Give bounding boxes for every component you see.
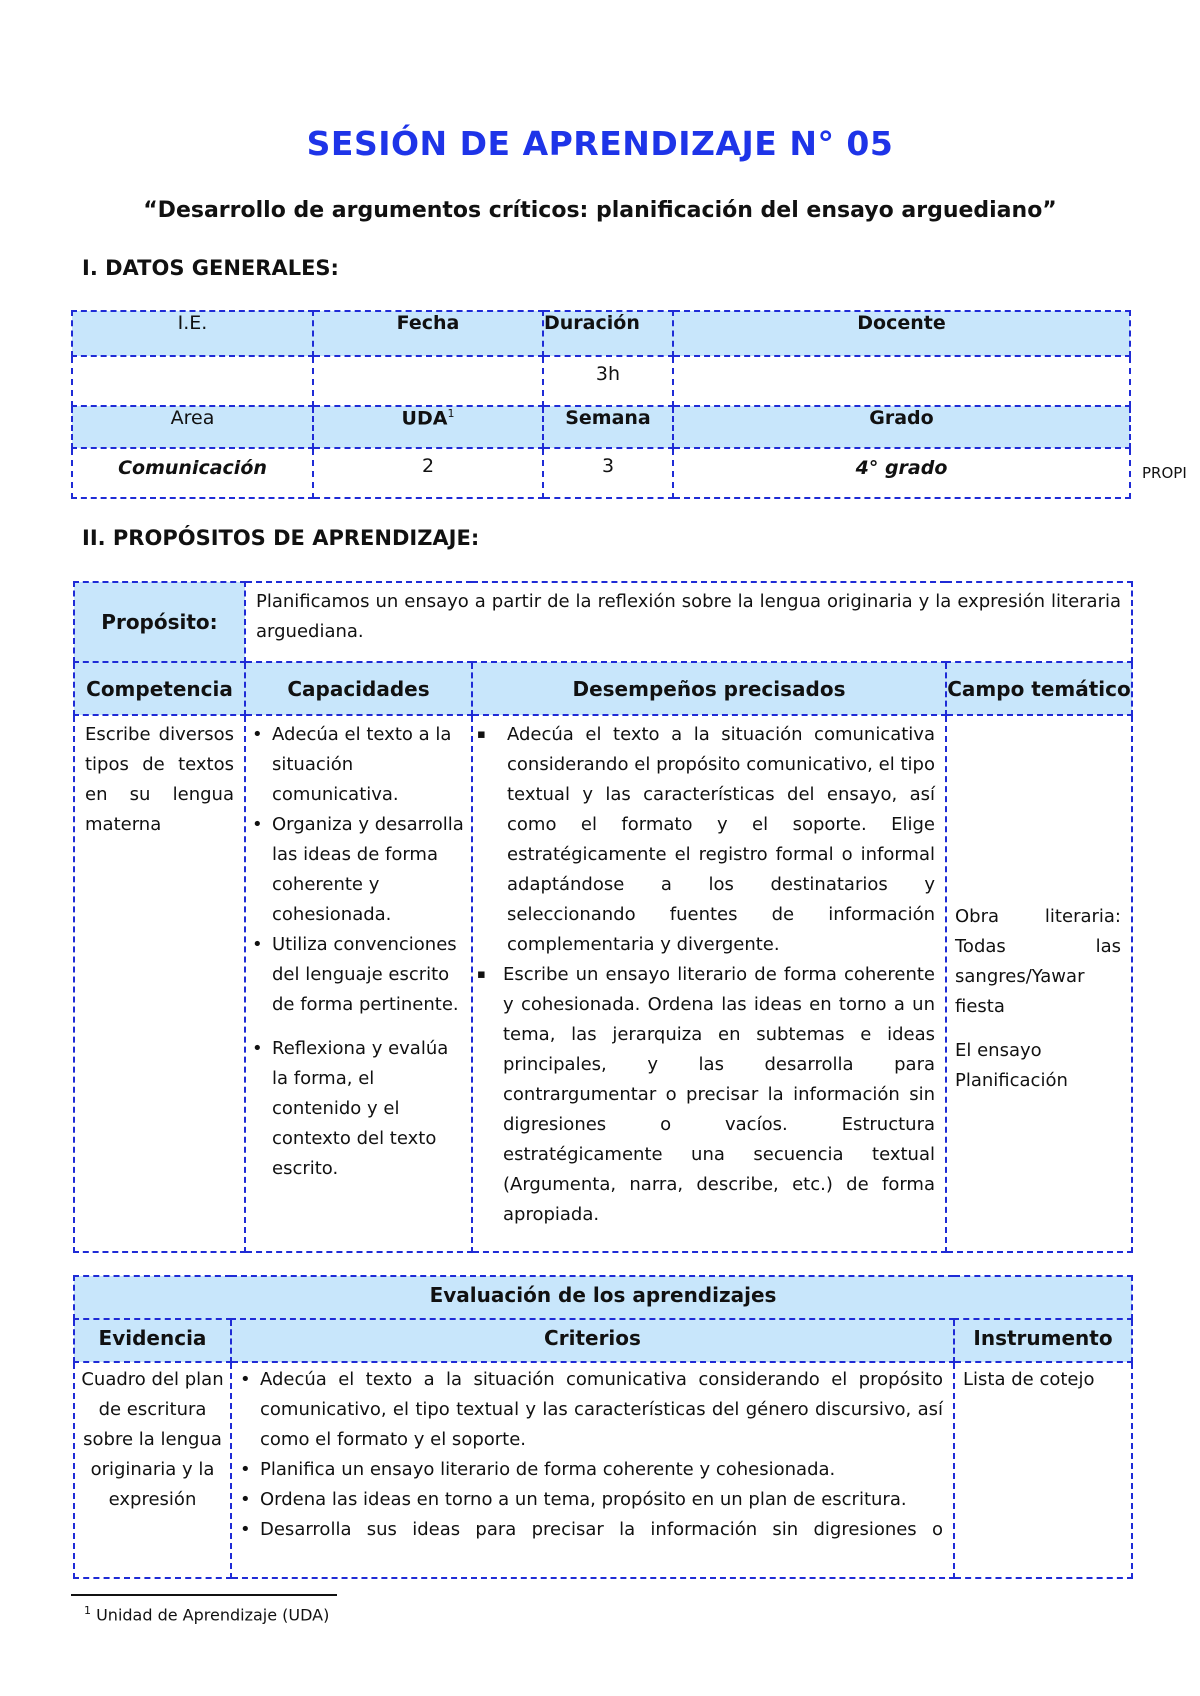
value-fecha <box>313 356 543 406</box>
capacidad-item: • Reflexiona y evalúa la forma, el contenido y el contexto del texto escrito. <box>248 1034 465 1184</box>
header-criterios: Criterios <box>231 1319 954 1362</box>
value-duracion: 3h <box>543 356 673 406</box>
proposito-text: Planificamos un ensayo a partir de la reflexión sobre la lengua originaria y la expresión literaria arguediana. <box>245 582 1132 662</box>
session-subtitle: “Desarrollo de argumentos críticos: planificación del ensayo arguediano” <box>143 198 1057 223</box>
value-semana: 3 <box>543 448 673 498</box>
header-uda-label: UDA <box>401 407 448 430</box>
header-area: Area <box>72 406 313 448</box>
header-ie: I.E. <box>72 311 313 356</box>
header-semana: Semana <box>543 406 673 448</box>
header-grado: Grado <box>673 406 1130 448</box>
capacidad-item: • Utiliza convenciones del lenguaje escrito de forma pertinente. <box>248 930 465 1020</box>
datos-generales-table <box>71 310 1131 499</box>
header-uda <box>313 406 543 448</box>
desempenos-cell <box>472 715 946 1252</box>
campo-tematico-cell <box>946 715 1132 1252</box>
footnote-mark: 1 <box>84 1604 91 1617</box>
capacidad-item: • Adecúa el texto a la situación comunicativa. <box>248 720 465 810</box>
uda-footnote-mark: 1 <box>447 407 455 420</box>
competencia-cell: Escribe diversos tipos de textos en su lengua materna <box>74 715 245 1252</box>
header-docente: Docente <box>673 311 1130 356</box>
desempeno-item: ▪ Adecúa el texto a la situación comunicativa considerando el propósito comunicativo, el tipo textual y las características del ensayo, así como el formato y el soporte. Elige estratégicamente el registro formal o informal adaptándose a los destinatarios y seleccionando fuentes de información complementaria y divergente. <box>473 720 935 960</box>
value-ie <box>72 356 313 406</box>
header-fecha: Fecha <box>313 311 543 356</box>
header-competencia: Competencia <box>74 662 245 715</box>
evidencia-cell: Cuadro del plan de escritura sobre la lengua originaria y la expresión <box>74 1362 231 1578</box>
campo-tema-ensayo: El ensayo <box>955 1039 1042 1061</box>
proposito-label: Propósito: <box>74 582 245 662</box>
instrumento-cell: Lista de cotejo <box>954 1362 1132 1578</box>
evaluacion-title: Evaluación de los aprendizajes <box>74 1276 1132 1319</box>
section-heading-datos: I. DATOS GENERALES: <box>82 256 339 280</box>
criterio-item: • Desarrolla sus ideas para precisar la información sin digresiones o <box>236 1515 943 1545</box>
side-label: PROPI <box>1142 464 1187 482</box>
footnote-separator <box>71 1594 337 1596</box>
propositos-table <box>73 581 1133 1253</box>
page-title: SESIÓN DE APRENDIZAJE N° 05 <box>306 124 894 163</box>
campo-tema-planificacion: Planificación <box>955 1069 1068 1091</box>
capacidades-cell <box>245 715 472 1252</box>
criterios-cell <box>231 1362 954 1578</box>
value-uda: 2 <box>313 448 543 498</box>
criterio-item: • Adecúa el texto a la situación comunicativa considerando el propósito comunicativo, el tipo textual y las características del género discursivo, así como el formato y el soporte. <box>236 1365 943 1455</box>
value-area: Comunicación <box>72 448 313 498</box>
section-heading-propositos: II. PROPÓSITOS DE APRENDIZAJE: <box>82 526 480 550</box>
evaluacion-table <box>73 1275 1133 1579</box>
header-instrumento: Instrumento <box>954 1319 1132 1362</box>
header-evidencia: Evidencia <box>74 1319 231 1362</box>
capacidad-item: • Organiza y desarrolla las ideas de forma coherente y cohesionada. <box>248 810 465 930</box>
campo-obra: Obra literaria: Todas las sangres/Yawar fiesta <box>955 905 1121 1017</box>
footnote-text: Unidad de Aprendizaje (UDA) <box>96 1605 330 1625</box>
value-docente <box>673 356 1130 406</box>
header-campo-tematico: Campo temático <box>946 662 1132 715</box>
value-grado: 4° grado <box>673 448 1130 498</box>
footnote <box>84 1604 329 1624</box>
criterio-item: • Ordena las ideas en torno a un tema, propósito en un plan de escritura. <box>236 1485 943 1515</box>
desempeno-item: ▪ Escribe un ensayo literario de forma coherente y cohesionada. Ordena las ideas en torno a un tema, las jerarquiza en subtemas e ideas principales, y las desarrolla para contrargumentar o precisar la información sin digresiones o vacíos. Estructura estratégicamente una secuencia textual (Argumenta, narra, describe, etc.) de forma apropiada. <box>473 960 935 1230</box>
header-capacidades: Capacidades <box>245 662 472 715</box>
header-duracion: Duración <box>543 311 673 356</box>
header-desempenos: Desempeños precisados <box>472 662 946 715</box>
criterio-item: • Planifica un ensayo literario de forma coherente y cohesionada. <box>236 1455 943 1485</box>
